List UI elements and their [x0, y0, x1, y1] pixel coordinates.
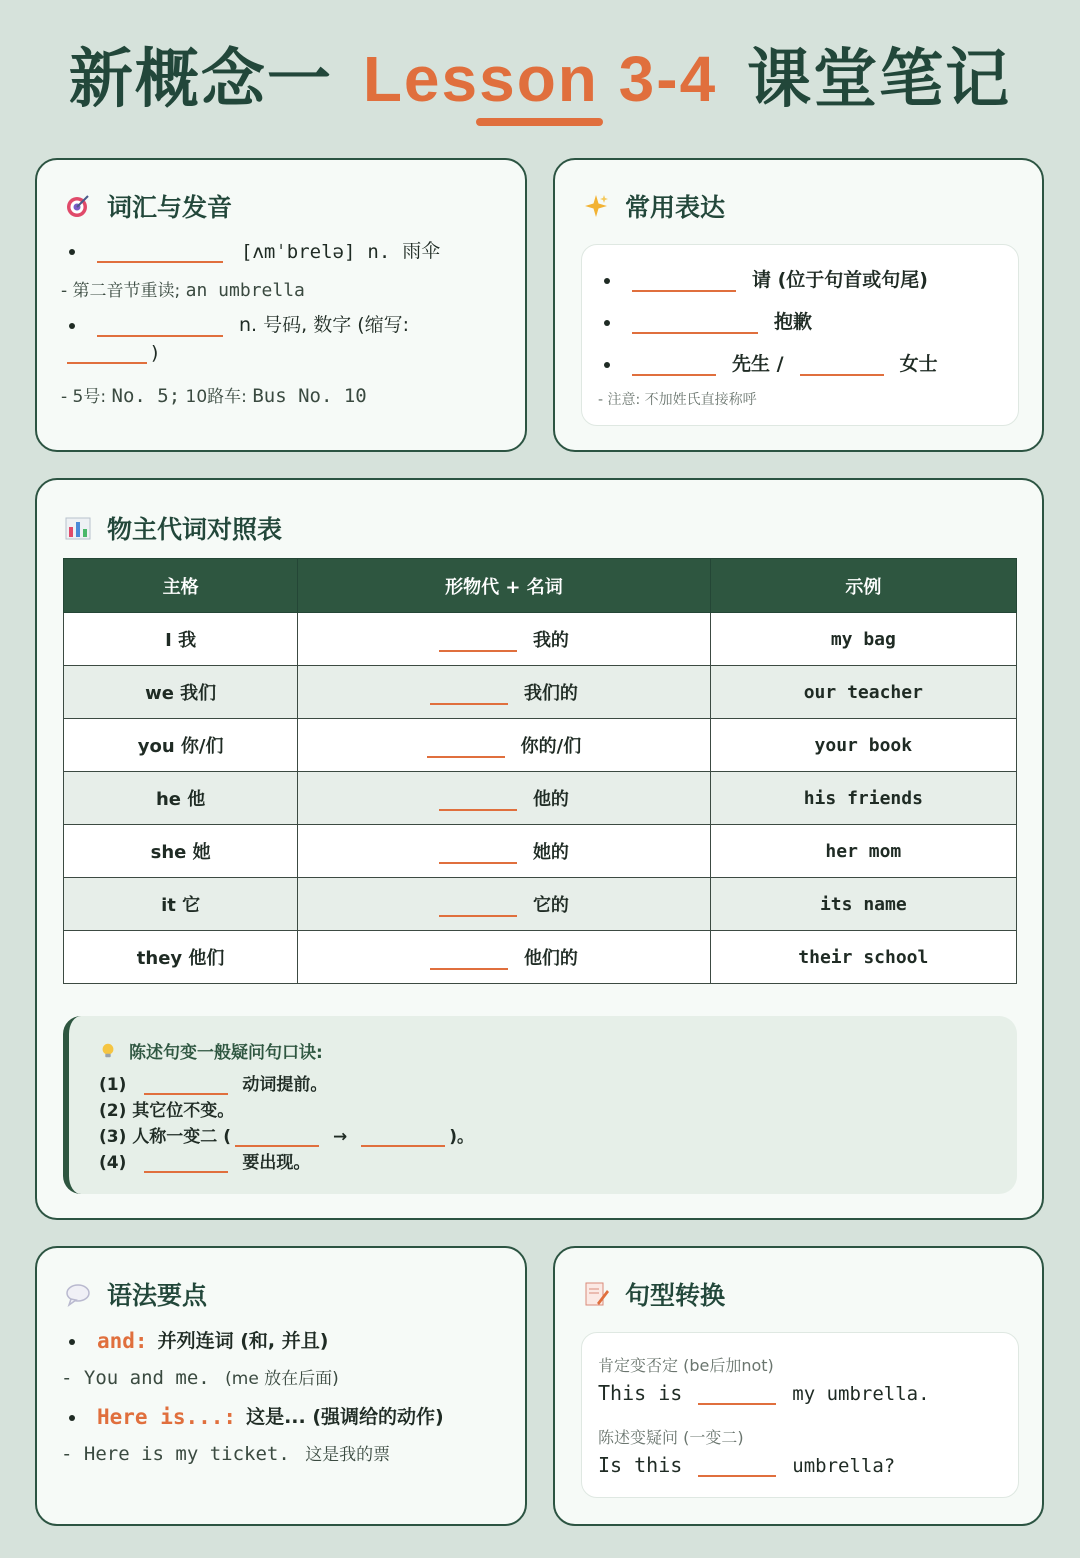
transform-heading: 句型转换: [583, 1276, 725, 1312]
tip-rule-2: (2) 其它位不变。: [99, 1101, 235, 1121]
table-row: [64, 613, 1017, 666]
subject-cell: they 他们: [64, 931, 298, 984]
bullet: [604, 362, 610, 368]
vocab-card: [35, 158, 527, 452]
grammar-card: [35, 1246, 527, 1526]
grammar-example-here-is: - Here is my ticket. 这是我的票: [61, 1443, 391, 1465]
title-underline: [476, 118, 603, 126]
subject-cell: we 我们: [64, 666, 298, 719]
answer-blank: [439, 897, 517, 917]
arrow-icon: →: [332, 1127, 348, 1147]
bullet: [69, 1339, 75, 1345]
possessive-cell: 他们的: [298, 931, 710, 984]
expressions-note: - 注意: 不加姓氏直接称呼: [598, 392, 757, 408]
expressions-heading: 常用表达: [583, 188, 725, 224]
table-header-row: [64, 559, 1017, 613]
table-row: [64, 772, 1017, 825]
grammar-point-here-is: Here is...: 这是... (强调给的动作): [69, 1402, 444, 1429]
transform-sentence-question: Is this umbrella?: [598, 1453, 896, 1477]
table-row: [64, 825, 1017, 878]
example-cell: my bag: [710, 613, 1016, 666]
pronoun-card: [35, 478, 1044, 1220]
possessive-cell: 她的: [298, 825, 710, 878]
answer-blank: [97, 242, 223, 263]
transform-label-negative: 肯定变否定 (be后加not): [598, 1356, 774, 1375]
subject-cell: he 他: [64, 772, 298, 825]
possessive-cell: 你的/们: [298, 719, 710, 772]
answer-blank: [439, 632, 517, 652]
transform-sentence-negative: This is my umbrella.: [598, 1381, 930, 1405]
table-row: [64, 878, 1017, 931]
answer-blank: [235, 1128, 319, 1147]
title-part3: 课堂笔记: [747, 43, 1012, 117]
grammar-example-and: - You and me. (me 放在后面): [61, 1367, 339, 1389]
subject-cell: she 她: [64, 825, 298, 878]
table-row: [64, 666, 1017, 719]
tip-title: 陈述句变一般疑问句口诀:: [99, 1038, 323, 1063]
page-title: [0, 28, 1080, 120]
possessive-cell: 他的: [298, 772, 710, 825]
table-row: [64, 931, 1017, 984]
vocab-item-number: n. 号码, 数字 (缩写:: [69, 310, 409, 337]
bullet: [69, 249, 75, 255]
possessive-cell: 我的: [298, 613, 710, 666]
memo-icon: [583, 1281, 609, 1307]
answer-blank: [67, 343, 147, 364]
example-cell: his friends: [710, 772, 1016, 825]
target-icon: [65, 193, 91, 219]
subject-cell: I 我: [64, 613, 298, 666]
expressions-box: [581, 244, 1019, 426]
transform-card: [553, 1246, 1044, 1526]
answer-blank: [632, 271, 736, 292]
header-subject: 主格: [64, 559, 298, 613]
answer-blank: [97, 316, 223, 337]
possessive-cell: 我们的: [298, 666, 710, 719]
expression-sorry: 抱歉: [604, 307, 812, 334]
bar-chart-icon: [65, 515, 91, 541]
vocab-note-1: - 第二音节重读; an umbrella: [61, 280, 305, 301]
bullet: [69, 323, 75, 329]
answer-blank: [430, 685, 508, 705]
answer-blank: [144, 1154, 228, 1173]
answer-blank: [632, 313, 758, 334]
title-lesson: Lesson 3-4: [362, 43, 718, 115]
bullet: [604, 320, 610, 326]
possessive-cell: 它的: [298, 878, 710, 931]
answer-blank: [361, 1128, 445, 1147]
table-row: [64, 719, 1017, 772]
answer-blank: [800, 355, 884, 376]
bullet: [69, 1415, 75, 1421]
sparkles-icon: [583, 193, 609, 219]
expression-sir-madam: 先生 / 女士: [604, 349, 938, 376]
grammar-point-and: and: 并列连词 (和, 并且): [69, 1326, 328, 1353]
answer-blank: [698, 1383, 776, 1405]
vocab-heading: 词汇与发音: [65, 188, 232, 224]
answer-blank: [427, 738, 505, 758]
expressions-card: [553, 158, 1044, 452]
answer-blank: [144, 1076, 228, 1095]
example-cell: her mom: [710, 825, 1016, 878]
answer-blank: [632, 355, 716, 376]
transform-label-question: 陈述变疑问 (一变二): [598, 1428, 744, 1447]
tip-rule-3: (3) 人称一变二 ( → )。: [99, 1127, 475, 1147]
vocab-item-number-abbr: ): [67, 342, 158, 364]
header-possessive: 形物代 + 名词: [298, 559, 710, 613]
answer-blank: [430, 950, 508, 970]
answer-blank: [439, 791, 517, 811]
lightbulb-icon: [99, 1042, 117, 1060]
answer-blank: [698, 1455, 776, 1477]
speech-bubble-icon: [65, 1281, 91, 1307]
vocab-item-umbrella: [ʌmˈbrelə] n. 雨伞: [69, 236, 440, 263]
title-part1: 新概念一: [68, 43, 333, 117]
bullet: [604, 278, 610, 284]
example-cell: our teacher: [710, 666, 1016, 719]
example-cell: its name: [710, 878, 1016, 931]
expression-please: 请 (位于句首或句尾): [604, 265, 928, 292]
pronoun-heading: 物主代词对照表: [65, 510, 282, 546]
answer-blank: [439, 844, 517, 864]
example-cell: your book: [710, 719, 1016, 772]
question-rule-tip: [63, 1016, 1017, 1194]
vocab-note-2: - 5号: No. 5; 10路车: Bus No. 10: [61, 385, 367, 407]
tip-rule-1: (1) 动词提前。: [99, 1075, 328, 1095]
subject-cell: it 它: [64, 878, 298, 931]
transform-box: [581, 1332, 1019, 1498]
pronoun-table: [63, 558, 1017, 984]
grammar-heading: 语法要点: [65, 1276, 207, 1312]
subject-cell: you 你/们: [64, 719, 298, 772]
tip-rule-4: (4) 要出现。: [99, 1153, 311, 1173]
header-example: 示例: [710, 559, 1016, 613]
example-cell: their school: [710, 931, 1016, 984]
